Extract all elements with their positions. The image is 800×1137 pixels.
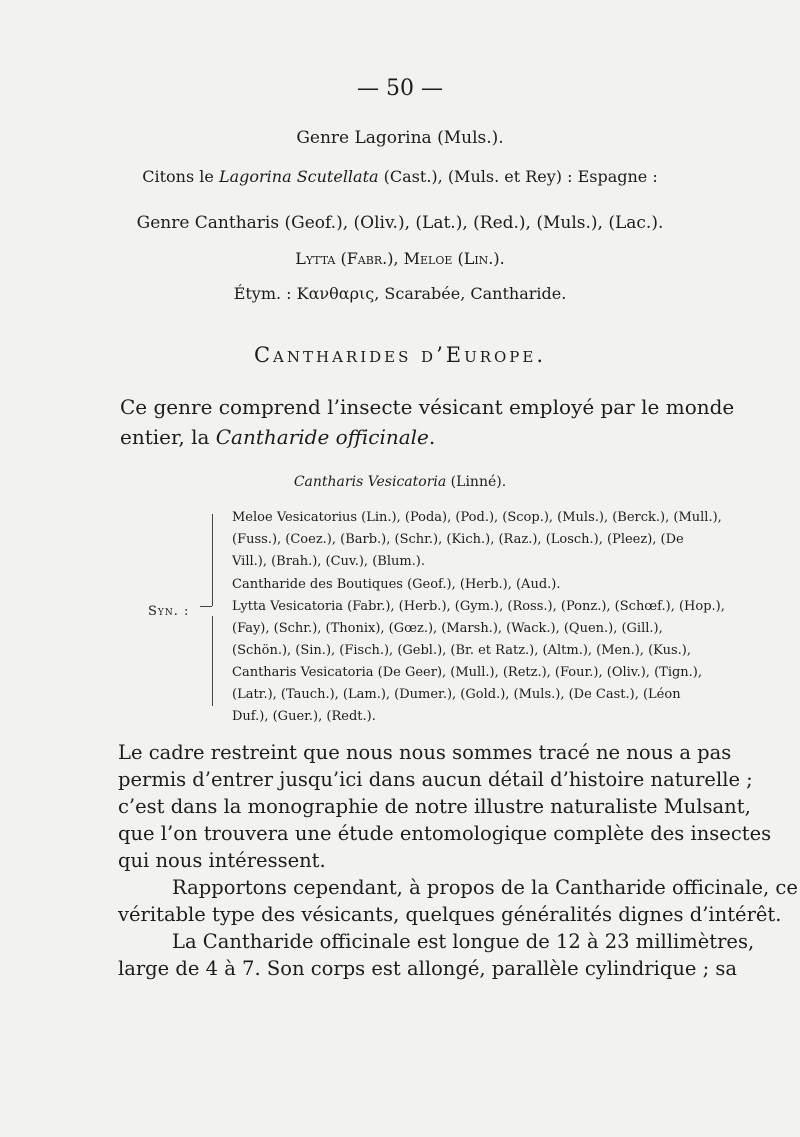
synonymy-line: Lytta Vesicatoria (Fabr.), (Herb.), (Gym.), (Ross.), (Ponz.), (Schœf.), (Hop.), [232, 599, 725, 614]
synonymy-line: (Fay), (Schr.), (Thonix), (Gœz.), (Marsh.), (Wack.), (Quen.), (Gill.), [232, 621, 663, 636]
intro-prefix: entier, la [120, 425, 216, 449]
brace-top [212, 514, 213, 606]
body-line: c’est dans la monographie de notre illustre naturaliste Mulsant, [118, 795, 751, 818]
body-line: Le cadre restreint que nous nous sommes tracé ne nous a pas [118, 741, 732, 764]
synonymy-line: (Fuss.), (Coez.), (Barb.), (Schr.), (Kich.), (Raz.), (Losch.), (Pleez), (De [232, 532, 684, 547]
body-line: Rapportons cependant, à propos de la Cantharide officinale, ce [172, 876, 798, 899]
intro-suffix: . [428, 425, 436, 449]
synonymy-line: (Latr.), (Tauch.), (Lam.), (Dumer.), (Gold.), (Muls.), (De Cast.), (Léon [232, 687, 681, 702]
body-line: qui nous intéressent. [118, 849, 326, 872]
species-author: (Linné). [446, 474, 507, 490]
etymology-line: Étym. : Κανθαρις, Scarabée, Cantharide. [233, 284, 567, 303]
lytta-line: Lytta (Fabr.), Meloe (Lin.). [295, 249, 505, 268]
intro-line-1: Ce genre comprend l’insecte vésicant employé par le monde [120, 395, 735, 419]
citons-species: Lagorina Scutellata [218, 167, 379, 186]
citons-prefix: Citons le [142, 167, 219, 186]
synonymy-line: Meloe Vesicatorius (Lin.), (Poda), (Pod.), (Scop.), (Muls.), (Berck.), (Mull.), [232, 510, 722, 525]
body-line: La Cantharide officinale est longue de 12 à 23 millimètres, [172, 930, 755, 953]
genre-lagorina: Genre Lagorina (Muls.). [296, 128, 504, 148]
species-name: Cantharis Vesicatoria [293, 474, 447, 490]
synonymy-line: Duf.), (Guer.), (Redt.). [232, 709, 376, 724]
synonymy-line: Vill.), (Brah.), (Cuv.), (Blum.). [232, 554, 426, 569]
body-line: large de 4 à 7. Son corps est allongé, parallèle cylindrique ; sa [118, 957, 738, 980]
body-line: véritable type des vésicants, quelques généralités dignes d’intérêt. [118, 903, 782, 926]
citons-line [0, 167, 800, 186]
intro-line-2 [120, 425, 435, 449]
body-line: permis d’entrer jusqu’ici dans aucun détail d’histoire naturelle ; [118, 768, 753, 791]
species-heading [0, 474, 800, 490]
synonymy-line: Cantharis Vesicatoria (De Geer), (Mull.), (Retz.), (Four.), (Oliv.), (Tign.), [232, 665, 703, 680]
page-number: — 50 — [357, 76, 443, 101]
citons-suffix: (Cast.), (Muls. et Rey) : Espagne : [378, 167, 658, 186]
synonymy-line: Cantharide des Boutiques (Geof.), (Herb.), (Aud.). [232, 577, 561, 592]
genre-cantharis: Genre Cantharis (Geof.), (Oliv.), (Lat.), (Red.), (Muls.), (Lac.). [136, 213, 664, 233]
intro-italic: Cantharide officinale [215, 425, 429, 449]
section-heading: Cantharides d’Europe. [253, 343, 547, 367]
brace-bottom [212, 616, 213, 706]
synonymy-line: (Schön.), (Sin.), (Fisch.), (Gebl.), (Br. et Ratz.), (Altm.), (Men.), (Kus.), [232, 643, 691, 658]
synonymy-label: Syn. : [148, 604, 190, 619]
brace-point [200, 606, 212, 607]
body-line: que l’on trouvera une étude entomologique complète des insectes [118, 822, 772, 845]
